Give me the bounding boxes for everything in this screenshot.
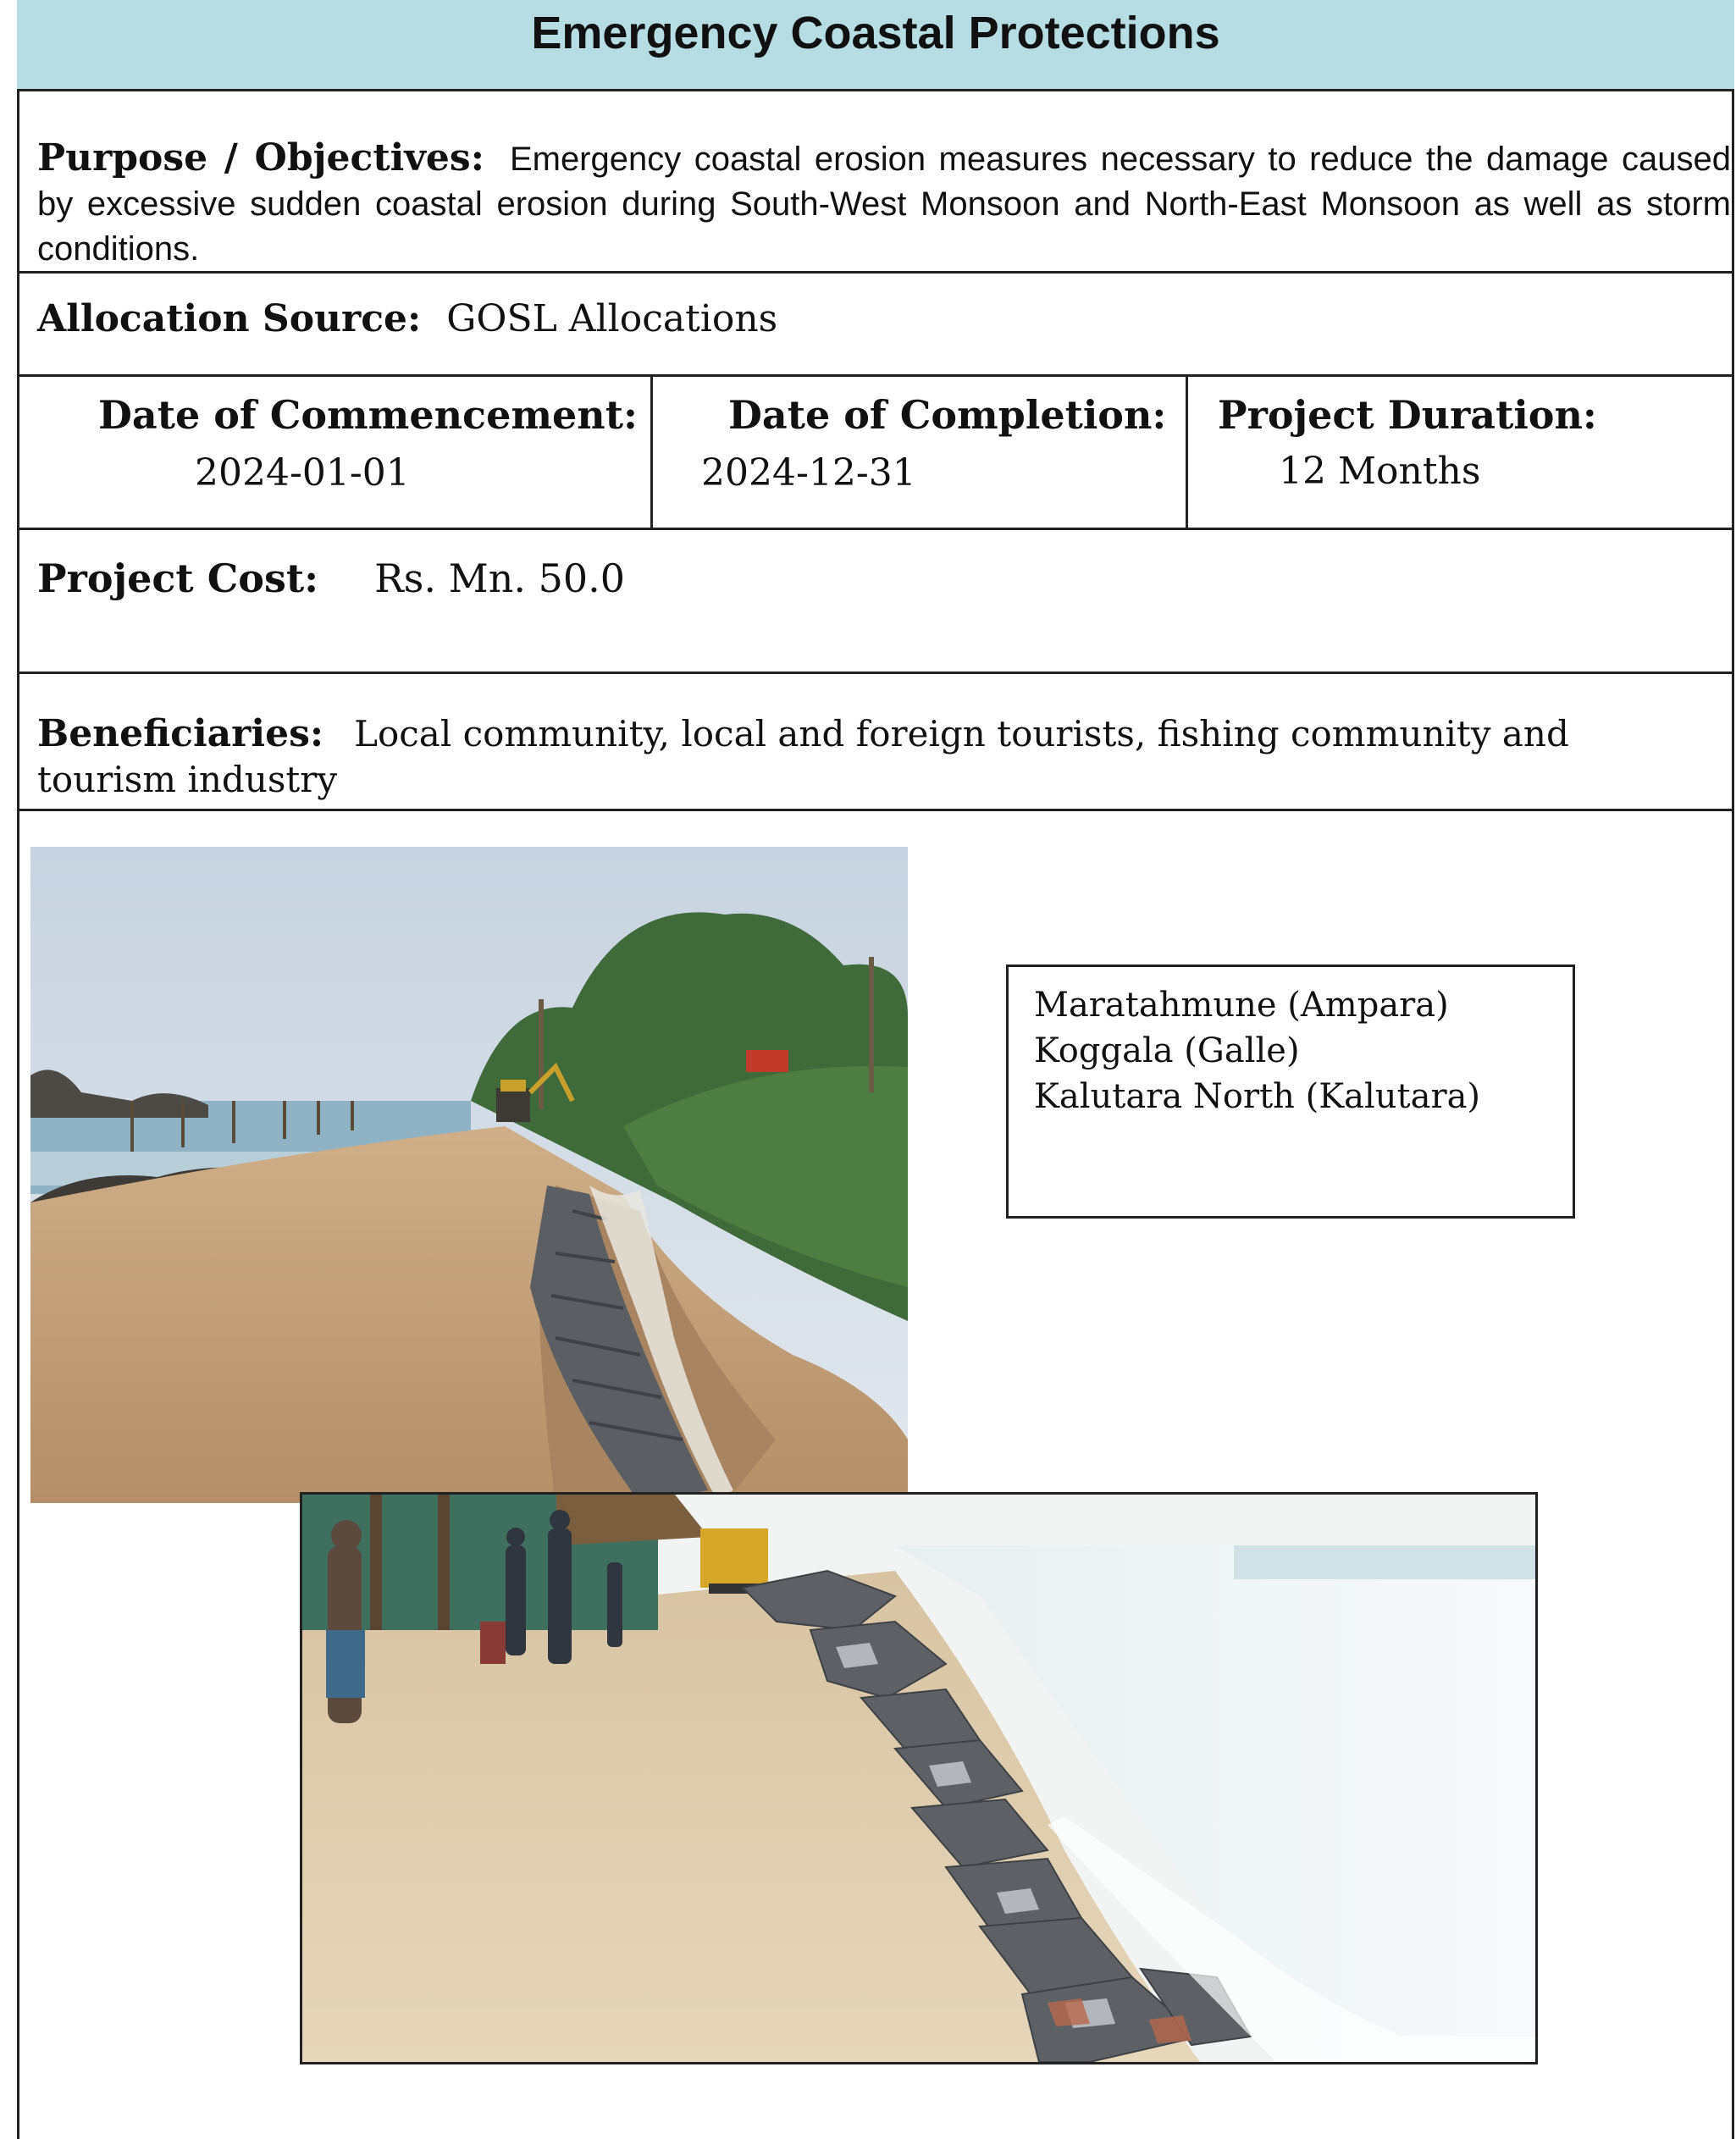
allocation-block xyxy=(37,297,777,340)
commencement-label: Date of Commencement: xyxy=(98,392,638,438)
allocation-value: GOSL Allocations xyxy=(446,297,778,340)
purpose-text: Emergency coastal erosion measures necessary to reduce the damage caused by excessive sudden coastal erosion during South-West Monsoon and North-East Monsoon as well as storm conditions. xyxy=(37,141,1731,268)
purpose-section xyxy=(17,91,1734,274)
page-title: Emergency Coastal Protections xyxy=(531,8,1220,58)
cost-label: Project Cost: xyxy=(37,555,319,601)
gabion-construction-photo xyxy=(30,847,908,1503)
dates-section xyxy=(17,377,1734,530)
beneficiaries-label: Beneficiaries: xyxy=(37,712,324,755)
column-divider xyxy=(1186,377,1188,528)
cost-section xyxy=(17,530,1734,674)
duration-value: 12 Months xyxy=(1279,450,1481,493)
completion-label: Date of Completion: xyxy=(728,392,1167,438)
purpose-label: Purpose / Objectives: xyxy=(37,136,484,180)
locations-box xyxy=(1006,964,1575,1219)
beneficiaries-text: Local community, local and foreign tourists, fishing community and tourism industry xyxy=(37,713,1569,800)
duration-label: Project Duration: xyxy=(1218,392,1597,438)
cost-value: Rs. Mn. 50.0 xyxy=(374,555,625,601)
rock-revetment-photo xyxy=(300,1492,1538,2064)
beneficiaries-block xyxy=(37,711,1709,803)
purpose-block xyxy=(37,135,1731,272)
completion-value: 2024-12-31 xyxy=(701,451,916,495)
location-item: Kalutara North (Kalutara) xyxy=(1034,1077,1481,1116)
cost-block xyxy=(37,555,625,601)
location-item: Maratahmune (Ampara) xyxy=(1034,986,1449,1025)
location-item: Koggala (Galle) xyxy=(1034,1031,1300,1070)
allocation-label: Allocation Source: xyxy=(37,297,422,340)
title-bar xyxy=(17,0,1734,91)
column-divider xyxy=(650,377,653,528)
allocation-section xyxy=(17,274,1734,377)
beneficiaries-section xyxy=(17,674,1734,811)
commencement-value: 2024-01-01 xyxy=(195,451,410,495)
